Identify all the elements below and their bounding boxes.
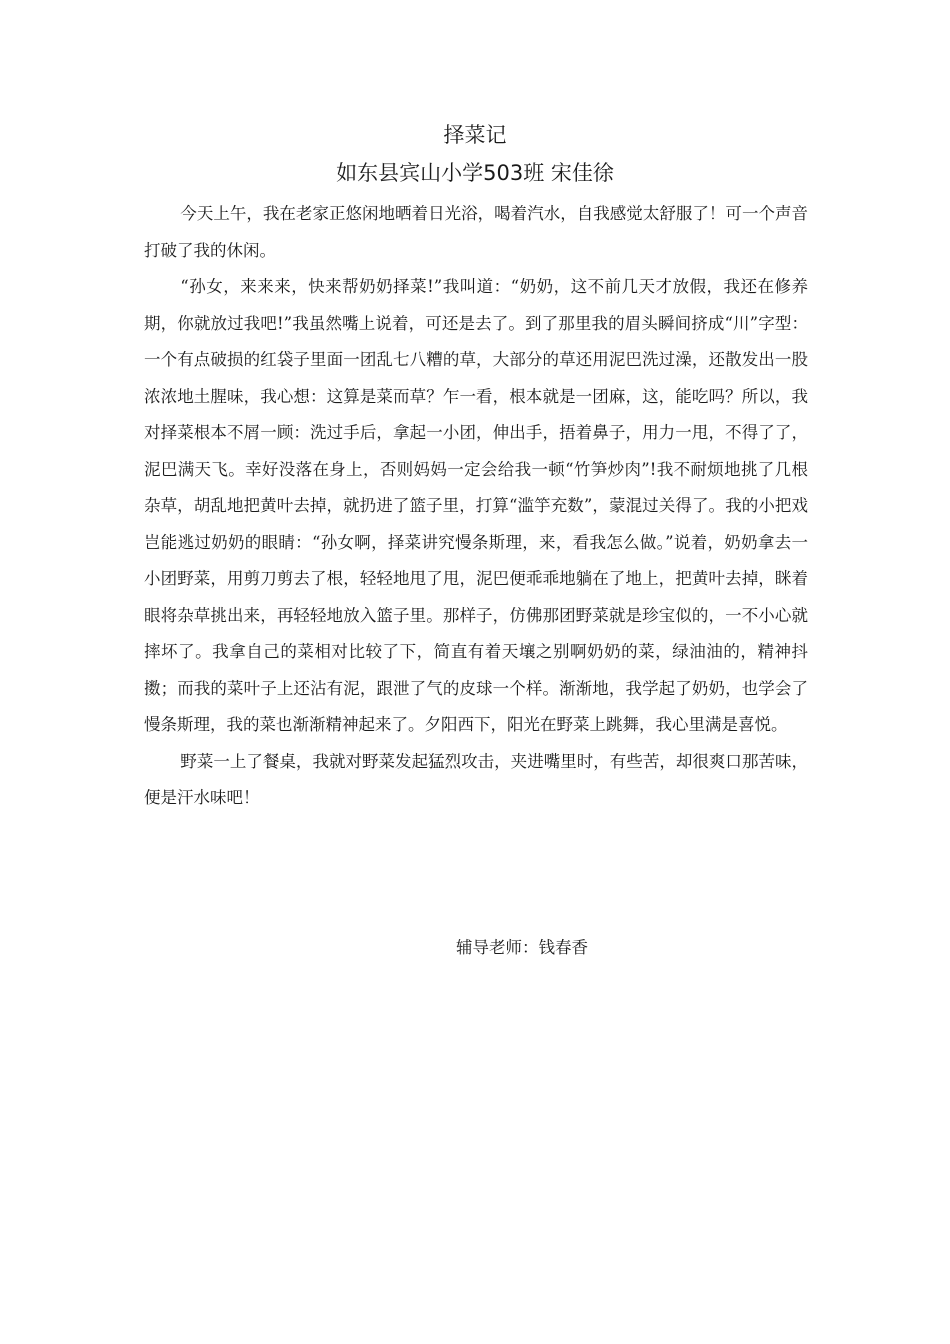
essay-body — [144, 196, 808, 817]
paragraph-2: “孙女，来来来，快来帮奶奶择菜!”我叫道：“奶奶，这不前几天才放假，我还在修养期，你就放过我吧!”我虽然嘴上说着，可还是去了。到了那里我的眉头瞬间挤成“川”字型：一个有点破损的红袋子里面一团乱七八糟的草，大部分的草还用泥巴洗过澡，还散发出一股浓浓地土腥味，我心想：这算是菜而草？乍一看，根本就是一团麻，这，能吃吗？所以，我对择菜根本不屑一顾：洗过手后，拿起一小团，伸出手，捂着鼻子，用力一甩，不得了了，泥巴满天飞。幸好没落在身上，否则妈妈一定会给我一顿“竹笋炒肉”!我不耐烦地挑了几根杂草，胡乱地把黄叶去掉，就扔进了篮子里，打算“滥竽充数”，蒙混过关得了。我的小把戏岂能逃过奶奶的眼睛：“孙女啊，择菜讲究慢条斯理，来，看我怎么做。”说着，奶奶拿去一小团野菜，用剪刀剪去了根，轻轻地甩了甩，泥巴便乖乖地躺在了地上，把黄叶去掉，眯着眼将杂草挑出来，再轻轻地放入篮子里。那样子，仿佛那团野菜就是珍宝似的，一不小心就摔坏了。我拿自己的菜相对比较了下，简直有着天壤之别啊奶奶的菜，绿油油的，精神抖擞；而我的菜叶子上还沾有泥，跟泄了气的皮球一个样。渐渐地，我学起了奶奶，也学会了慢条斯理，我的菜也渐渐精神起来了。夕阳西下，阳光在野菜上跳舞，我心里满是喜悦。 — [144, 277, 808, 734]
essay-title: 择菜记 — [443, 123, 507, 147]
teacher-line: 辅导老师：钱春香 — [456, 938, 588, 957]
author-line: 如东县宾山小学503班 宋佳徐 — [336, 161, 614, 185]
paragraph-3: 野菜一上了餐桌，我就对野菜发起猛烈攻击，夹进嘴里时，有些苦，却很爽口那苦味，便是汗水味吧！ — [144, 751, 808, 807]
paragraph-1: 今天上午，我在老家正悠闲地晒着日光浴，喝着汽水，自我感觉太舒服了！可一个声音打破了我的休闲。 — [144, 204, 808, 260]
